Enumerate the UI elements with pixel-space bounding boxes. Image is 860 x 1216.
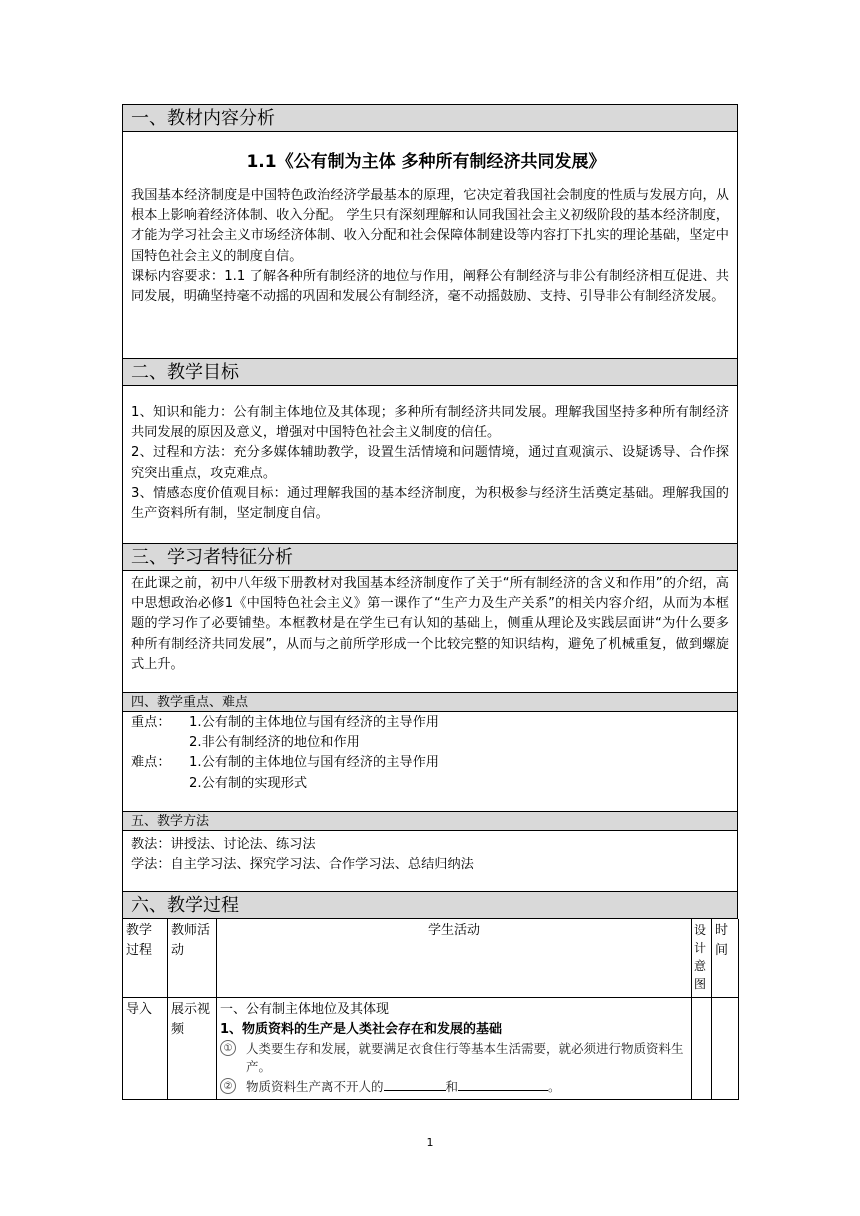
section-header: 四、教学重点、难点 [123,693,737,712]
circled-number: ① [220,1040,236,1056]
subheading-line: 1、物质资料的生产是人类社会存在和发展的基础 [220,1021,503,1037]
document-page [122,104,738,1100]
cell-teacher: 展示视频 [168,997,217,1099]
col-teacher: 教师活动 [168,919,217,997]
list-item-text: 人类要生存和发展，就要满足衣食住行等基本生活需要，就必须进行物质资料生产。 [246,1040,684,1074]
cell-student [217,997,692,1099]
section-teaching-process [122,892,738,919]
section-content-analysis [122,104,738,359]
table-row [123,997,739,1099]
difficulty-item: 1.公有制的主体地位与国有经济的主导作用 [189,755,439,771]
difficulty-item: 2.公有制的实现形式 [189,775,308,791]
key-item: 1.公有制的主体地位与国有经济的主导作用 [189,715,439,730]
key-label: 重点： [131,715,171,730]
table-header-row [123,919,739,997]
section-header: 五、教学方法 [123,812,737,831]
fill-text: 和 [445,1078,459,1094]
section-teaching-goals [122,359,738,544]
section-header: 一、教材内容分析 [123,105,737,132]
col-design: 设计意图 [692,919,712,997]
circled-number: ② [220,1078,236,1094]
learner-paragraph: 在此课之前，初中八年级下册教材对我国基本经济制度作了关于“所有制经济的含义和作用”的介绍，高中思想政治必修1《中国特色社会主义》第一课作了“生产力及生产关系”的相关内容介绍，从而为本框题的学习作了必要铺垫。本框教材是在学生已有认知的基础上，侧重从理论及实践层面讲“为什么要多种所有制经济共同发展”，从而与之前所学形成一个比较完整的知识结构，避免了机械重复，做到螺旋式上升。 [131,576,729,672]
section-learner-analysis [122,544,738,693]
goal-item: 3、情感态度价值观目标：通过理解我国的基本经济制度，为积极参与经济生活奠定基础。理解我国的生产资料所有制，坚定制度自信。 [131,485,729,522]
section-teaching-methods [122,812,738,892]
section-header: 六、教学过程 [123,892,737,919]
learning-method: 学法：自主学习法、探究学习法、合作学习法、总结归纳法 [131,857,474,873]
list-item [220,1076,688,1097]
goal-item: 2、过程和方法：充分多媒体辅助教学，设置生活情境和问题情境，通过直观演示、设疑诱导、合作探究突出重点，攻克难点。 [131,445,729,481]
col-time: 时间 [712,919,739,997]
section-header: 二、教学目标 [123,359,737,386]
fill-blank[interactable] [384,1076,446,1091]
curriculum-paragraph: 课标内容要求：1.1 了解各种所有制经济的地位与作用，阐释公有制经济与非公有制经济相互促进、共同发展，明确坚持毫不动摇的巩固和发展公有制经济，毫不动摇鼓励、支持、引导非公有制经济发展。 [131,268,729,305]
fill-text: 物质资料生产离不开人的 [246,1078,384,1094]
teaching-method: 教法：讲授法、讨论法、练习法 [131,837,316,852]
list-item [220,1040,688,1076]
process-table [122,919,739,1100]
lesson-title: 1.1《公有制为主体 多种所有制经济共同发展》 [246,152,606,172]
col-student: 学生活动 [217,919,692,997]
cell-process: 导入 [123,997,168,1099]
page-number: 1 [426,1136,434,1149]
goal-item: 1、知识和能力：公有制主体地位及其体现；多种所有制经济共同发展。理解我国坚持多种所有制经济共同发展的原因及意义，增强对中国特色社会主义制度的信任。 [131,405,729,441]
methods-body [123,831,737,875]
section-key-points [122,693,738,812]
col-process: 教学过程 [123,919,168,997]
fill-blank[interactable] [458,1076,548,1091]
fill-text: 。 [548,1078,561,1094]
list-item-text [246,1076,561,1097]
section-header: 三、学习者特征分析 [123,544,737,571]
cell-design [692,997,712,1099]
heading-line: 一、公有制主体地位及其体现 [220,1001,390,1017]
difficulty-label: 难点： [131,755,171,771]
cell-time [712,997,739,1099]
goals-list [123,386,737,524]
key-item: 2.非公有制经济的地位和作用 [189,735,360,751]
content-paragraph: 我国基本经济制度是中国特色政治经济学最基本的原理，它决定着我国社会制度的性质与发展方向，从根本上影响着经济体制、收入分配。 学生只有深刻理解和认同我国社会主义初级阶段的基本经济制度，才能为学习社会主义市场经济体制、收入分配和社会保障体制建设等内容打下扎实的理论基础，坚定中国特色社会主义的制度自信。 [131,188,729,264]
key-points-body [123,712,737,794]
